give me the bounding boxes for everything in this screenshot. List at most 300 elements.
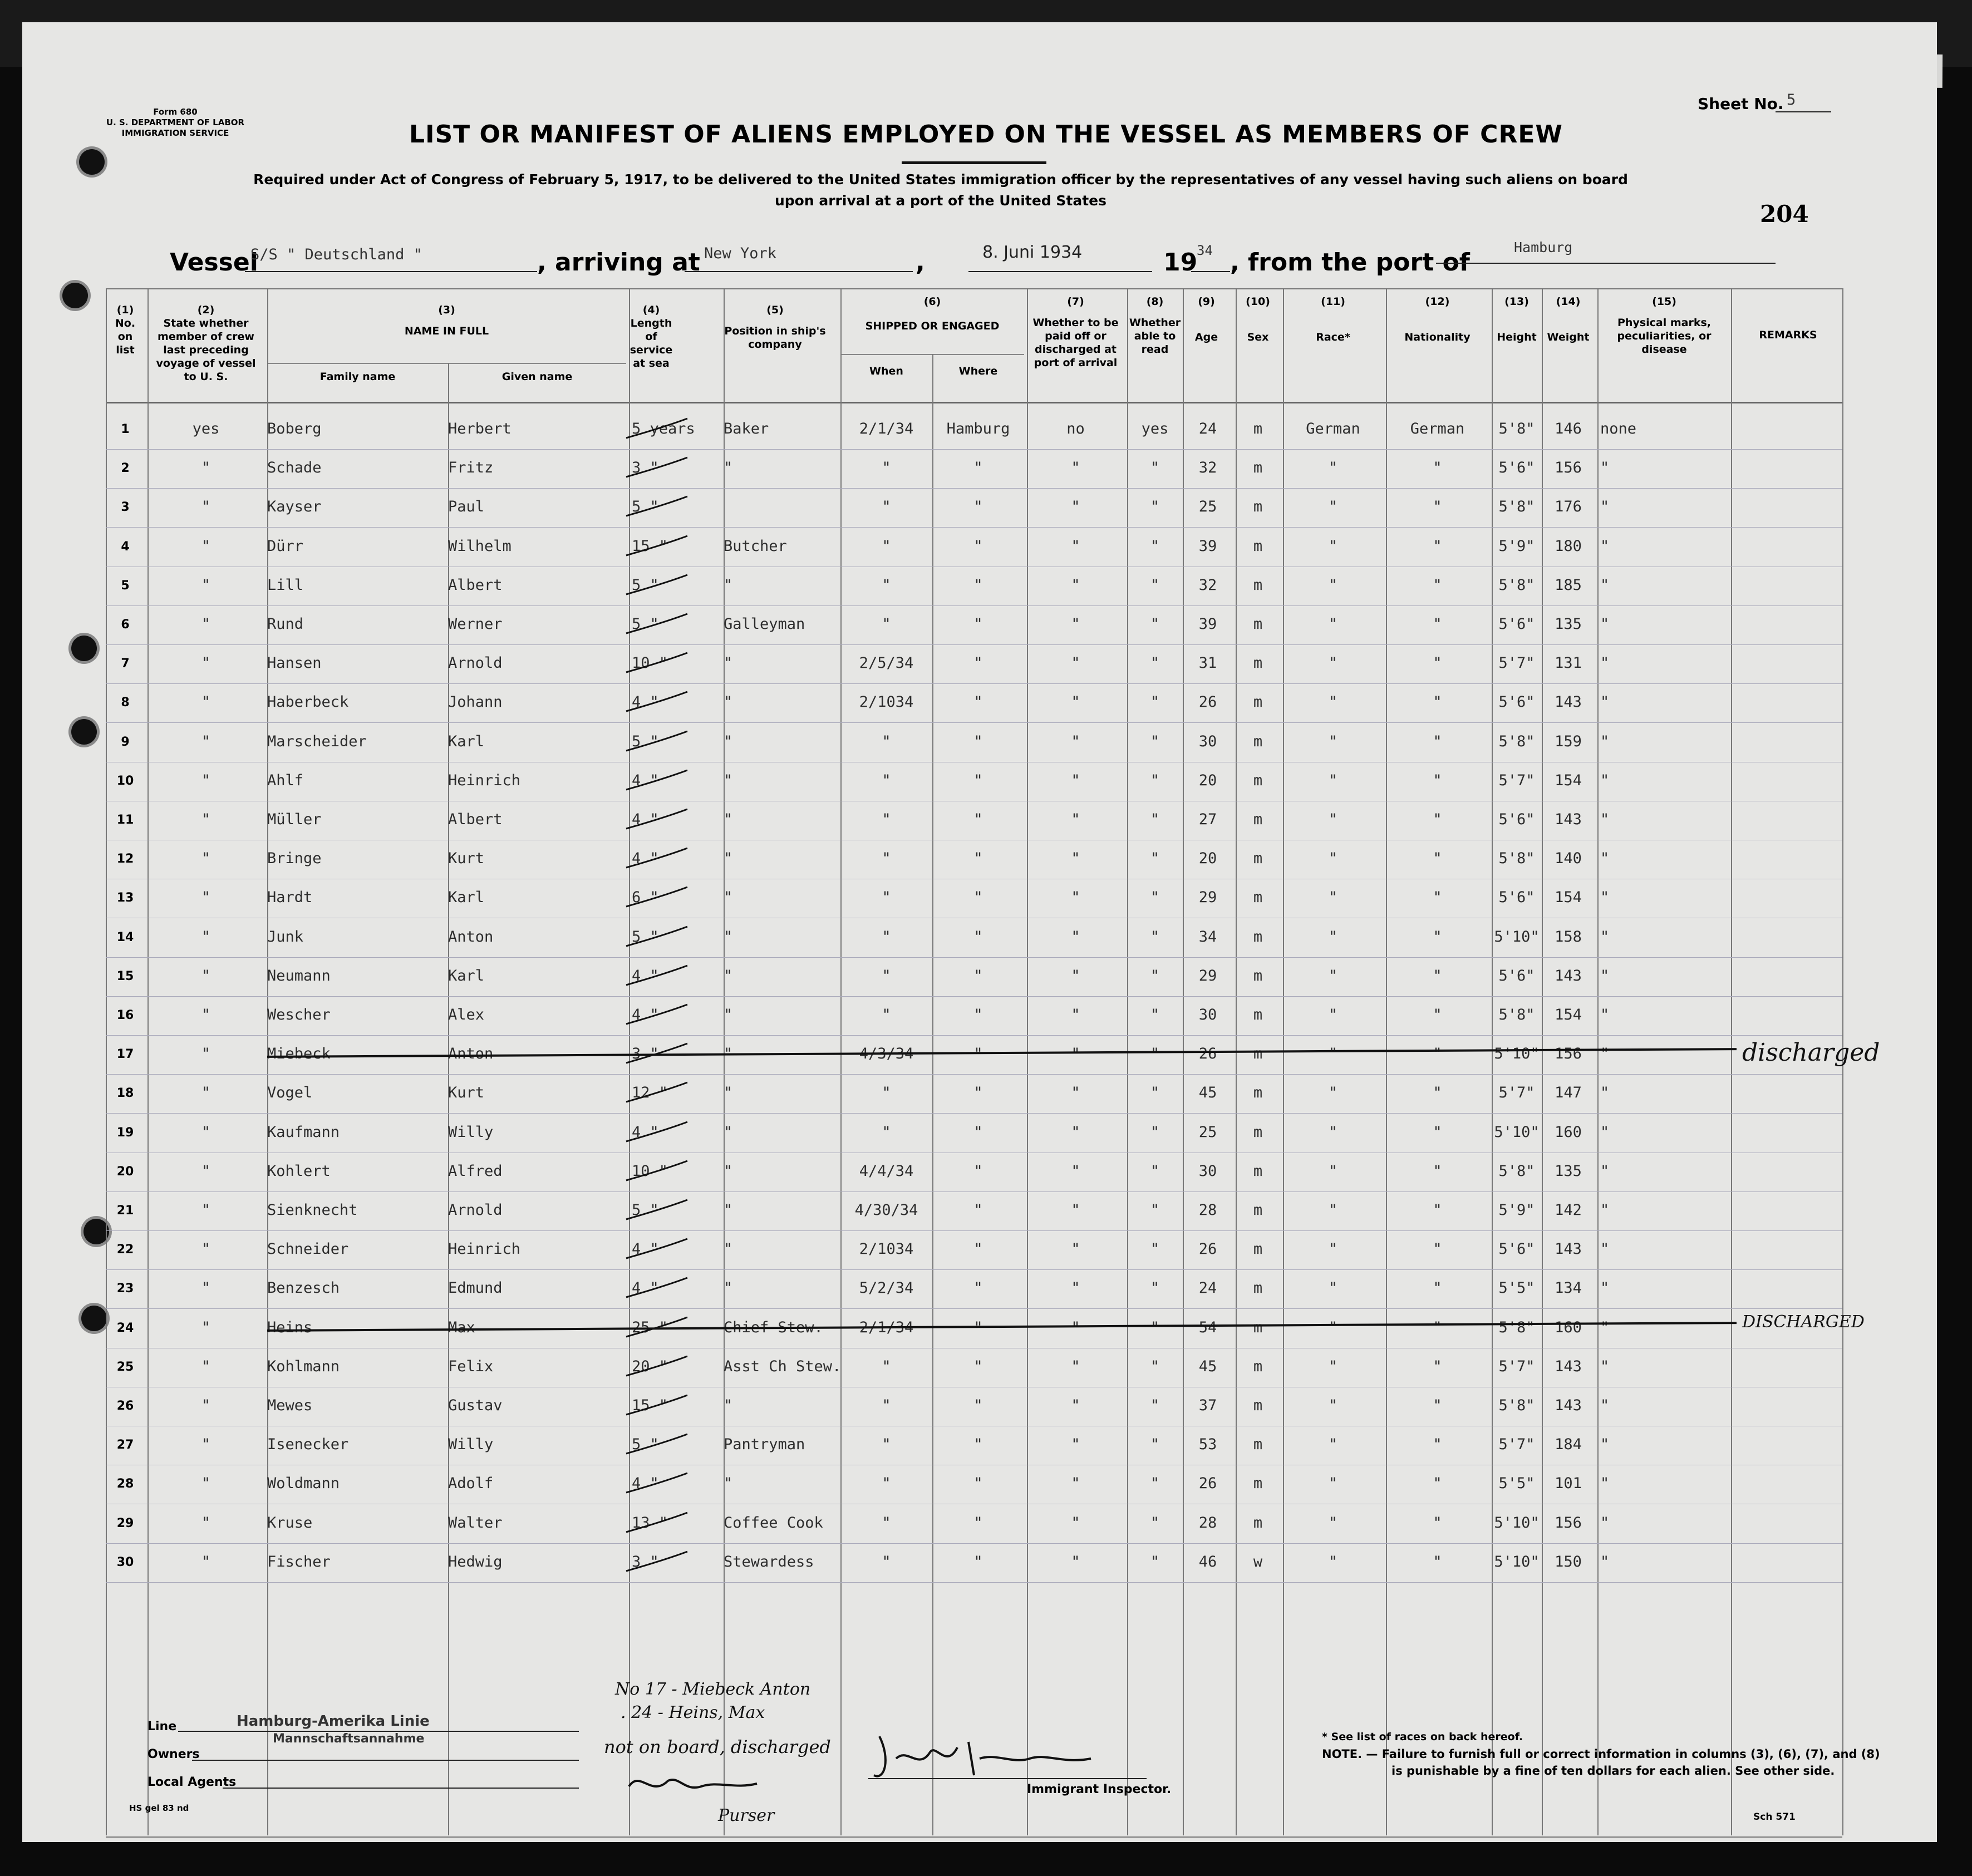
punch-hole [62,283,88,308]
cell-prev: " [201,1397,211,1414]
cell-family: Boberg [267,420,322,437]
cell-prev: " [201,772,211,789]
handwritten-note-2: . 24 - Heins, Max [621,1703,765,1722]
cell-family: Ahlf [267,772,304,789]
cell-where: " [973,459,983,476]
tick-mark [623,1275,690,1303]
col14-header [1542,295,1595,344]
cell-prev: " [201,538,211,555]
cell-race: " [1328,1553,1338,1570]
cell-when: 4/30/34 [854,1202,918,1219]
col3-number: (3) [438,304,455,316]
cell-height: 5'8" [1498,498,1535,515]
cell-weight: 140 [1555,850,1582,867]
handwritten-note-1: No 17 - Miebeck Anton [615,1680,811,1699]
cell-weight: 176 [1555,498,1582,515]
cell-weight: 142 [1555,1202,1582,1219]
col2-number: (2) [197,304,215,316]
cell-sex: m [1253,1045,1263,1062]
cell-height: 5'8" [1498,577,1535,594]
cell-paid: " [1071,498,1080,515]
cell-given: Heinrich [448,1240,521,1258]
cell-paid: " [1071,850,1080,867]
cell-read: " [1150,1397,1160,1414]
cell-position: " [724,1475,733,1492]
col1-label: No. on list [115,317,136,356]
cell-age: 39 [1198,616,1217,633]
cell-read: " [1150,1553,1160,1570]
cell-given: Anton [448,1045,494,1062]
cell-where: " [973,616,983,633]
cell-paid: " [1071,1124,1080,1141]
cell-read: " [1150,928,1160,946]
col7-header [1027,295,1124,370]
cell-sex: m [1253,1397,1263,1414]
cell-age: 34 [1198,928,1217,946]
cell-read: " [1150,1240,1160,1258]
date-comma: , [916,248,925,277]
col9-number: (9) [1198,296,1215,308]
cell-sex: m [1253,459,1263,476]
tick-mark [623,1080,690,1107]
cell-height: 5'7" [1498,654,1535,672]
cell-position: " [724,693,733,711]
cell-family: Hardt [267,889,313,906]
cell-nat: " [1433,1084,1442,1101]
purser-label: Purser [718,1806,775,1825]
cell-no: 26 [116,1399,134,1413]
cell-given: Willy [448,1436,494,1453]
cell-no: 17 [116,1047,134,1061]
cell-paid: " [1071,1475,1080,1492]
cell-marks: " [1600,654,1610,672]
cell-read: " [1150,577,1160,594]
tick-mark [623,924,690,952]
cell-where: " [973,889,983,906]
row-rule [106,605,1842,606]
cell-age: 26 [1198,1475,1217,1492]
remarks-cell: DISCHARGED [1742,1312,1865,1332]
cell-marks: " [1600,498,1610,515]
tick-mark [623,1353,690,1381]
cell-height: 5'8" [1498,1319,1535,1336]
col6-label: SHIPPED OR ENGAGED [865,320,1000,332]
cell-service: 5 " [632,928,659,946]
cell-position: Pantryman [724,1436,805,1453]
cell-prev: " [201,889,211,906]
cell-no: 21 [116,1204,134,1218]
cell-family: Lill [267,577,304,594]
col11-header [1283,295,1383,344]
cell-service: 10 " [632,654,668,672]
cell-nat: " [1433,1006,1442,1023]
cell-nat: " [1433,1202,1442,1219]
cell-prev: " [201,498,211,515]
cell-when: " [882,1006,891,1023]
cell-where: " [973,928,983,946]
cell-weight: 143 [1555,1358,1582,1375]
col1-number: (1) [116,304,134,316]
cell-family: Haberbeck [267,693,349,711]
cell-read: " [1150,1202,1160,1219]
cell-prev: " [201,811,211,828]
cell-position: Baker [724,420,769,437]
table-header-rule [106,402,1842,403]
cell-race: " [1328,616,1338,633]
tick-mark [623,1470,690,1498]
col6-number: (6) [923,296,941,308]
line-value: Hamburg-Amerika Linie [237,1713,430,1730]
cell-race: " [1328,459,1338,476]
underline [968,271,1152,272]
cell-family: Wescher [267,1006,331,1023]
cell-position: " [724,733,733,750]
cell-position: " [724,1045,733,1062]
cell-race: " [1328,498,1338,515]
cell-height: 5'6" [1498,889,1535,906]
underline [192,1760,579,1761]
cell-paid: " [1071,1240,1080,1258]
underline [1776,111,1831,112]
cell-when: " [882,538,891,555]
cell-read: " [1150,1319,1160,1336]
cell-no: 3 [121,500,130,514]
cell-weight: 180 [1555,538,1582,555]
cell-read: " [1150,693,1160,711]
cell-weight: 101 [1555,1475,1582,1492]
cell-position: Chief Stew. [724,1319,823,1336]
sheet-number-value: 5 [1787,91,1796,109]
cell-position: " [724,772,733,789]
cell-nat: " [1433,1124,1442,1141]
cell-paid: " [1071,577,1080,594]
underline [1436,263,1776,264]
cell-family: Benzesch [267,1279,340,1297]
cell-when: " [882,616,891,633]
cell-when: 2/1/34 [859,420,914,437]
cell-race: " [1328,889,1338,906]
tick-mark [623,1236,690,1264]
cell-read: " [1150,1084,1160,1101]
cell-nat: " [1433,1045,1442,1062]
cell-marks: " [1600,577,1610,594]
cell-nat: " [1433,772,1442,789]
cell-sex: w [1253,1553,1263,1570]
cell-no: 19 [116,1126,134,1140]
cell-age: 29 [1198,889,1217,906]
cell-where: " [973,654,983,672]
cell-read: " [1150,1279,1160,1297]
owners-label: Owners [147,1747,200,1761]
cell-marks: " [1600,1319,1610,1336]
cell-race: " [1328,850,1338,867]
cell-marks: " [1600,1553,1610,1570]
cell-when: 2/1034 [859,693,914,711]
cell-position: " [724,1240,733,1258]
cell-service: 5 " [632,1202,659,1219]
cell-age: 26 [1198,693,1217,711]
col5-label: Position in ship's company [724,325,826,351]
cell-race: " [1328,811,1338,828]
cell-height: 5'8" [1498,1163,1535,1180]
cell-service: 6 " [632,889,659,906]
cell-race: German [1306,420,1360,437]
cell-race: " [1328,1006,1338,1023]
cell-sex: m [1253,1084,1263,1101]
page-number: 204 [1760,200,1809,228]
punch-hole [71,719,97,745]
cell-marks: " [1600,1084,1610,1101]
cell-when: " [882,1397,891,1414]
cell-height: 5'6" [1498,1240,1535,1258]
local-agents-label: Local Agents [147,1775,237,1789]
name-subheader-rule [267,363,626,364]
cell-when: 2/5/34 [859,654,914,672]
cell-height: 5'8" [1498,850,1535,867]
cell-weight: 158 [1555,928,1582,946]
cell-race: " [1328,1436,1338,1453]
cell-where: " [973,1279,983,1297]
cell-given: Albert [448,577,503,594]
cell-no: 8 [121,696,130,710]
cell-prev: " [201,1436,211,1453]
cell-sex: m [1253,1124,1263,1141]
col2-header [150,303,262,383]
col12-header [1386,295,1489,344]
col9-header [1183,295,1230,344]
cell-weight: 156 [1555,1045,1582,1062]
cell-where: " [973,1553,983,1570]
cell-no: 2 [121,461,130,475]
cell-weight: 143 [1555,811,1582,828]
cell-given: Karl [448,889,485,906]
punch-hole [71,636,97,661]
cell-sex: m [1253,538,1263,555]
cell-age: 53 [1198,1436,1217,1453]
cell-nat: " [1433,498,1442,515]
cell-height: 5'8" [1498,1006,1535,1023]
cell-given: Johann [448,693,503,711]
cell-service: 15 " [632,1397,668,1414]
year-value: 34 [1197,243,1213,258]
cell-family: Müller [267,811,322,828]
cell-height: 5'10" [1494,928,1540,946]
line-stamp: Mannschaftsannahme [273,1732,425,1746]
row-rule [106,1113,1842,1114]
cell-read: " [1150,616,1160,633]
cell-prev: " [201,1006,211,1023]
cell-given: Alex [448,1006,485,1023]
col4-header [629,303,673,370]
cell-marks: " [1600,1045,1610,1062]
cell-nat: " [1433,1319,1442,1336]
cell-given: Paul [448,498,485,515]
cell-family: Mewes [267,1397,313,1414]
col6a-header: When [869,365,903,377]
cell-where: " [973,1006,983,1023]
col7-number: (7) [1067,296,1084,308]
tick-mark [623,650,690,678]
cell-given: Heinrich [448,772,521,789]
cell-marks: " [1600,1006,1610,1023]
cell-given: Hedwig [448,1553,503,1570]
cell-marks: " [1600,733,1610,750]
cell-weight: 143 [1555,967,1582,984]
underline [223,1788,579,1789]
cell-nat: " [1433,693,1442,711]
cell-service: 3 " [632,459,659,476]
tick-mark [623,416,690,444]
cell-paid: " [1071,616,1080,633]
cell-family: Dürr [267,538,304,555]
cell-when: " [882,733,891,750]
cell-weight: 134 [1555,1279,1582,1297]
row-rule [106,1582,1842,1583]
cell-given: Felix [448,1358,494,1375]
tick-mark [623,1392,690,1420]
cell-given: Edmund [448,1279,503,1297]
cell-no: 9 [121,735,130,749]
cell-weight: 143 [1555,1397,1582,1414]
cell-service: 4 " [632,850,659,867]
cell-sex: m [1253,1436,1263,1453]
cell-height: 5'7" [1498,1436,1535,1453]
cell-marks: " [1600,616,1610,633]
cell-paid: " [1071,1202,1080,1219]
cell-age: 32 [1198,577,1217,594]
cell-service: 4 " [632,1279,659,1297]
cell-weight: 154 [1555,889,1582,906]
cell-prev: " [201,1202,211,1219]
cell-where: " [973,1397,983,1414]
cell-paid: " [1071,1553,1080,1570]
cell-age: 30 [1198,1006,1217,1023]
cell-service: 5 " [632,577,659,594]
column-line [106,288,107,1835]
cell-read: " [1150,1436,1160,1453]
cell-sex: m [1253,1279,1263,1297]
tick-mark [623,1510,690,1538]
tick-mark [623,1431,690,1459]
row-rule [106,996,1842,997]
cell-race: " [1328,1358,1338,1375]
cell-read: " [1150,733,1160,750]
underline [245,271,537,272]
cell-family: Kaufmann [267,1124,340,1141]
cell-family: Sienknecht [267,1202,358,1219]
cell-service: 3 " [632,1553,659,1570]
col14-number: (14) [1556,296,1581,308]
row-rule [106,1191,1842,1192]
col3a-header: Family name [319,371,396,383]
cell-race: " [1328,1514,1338,1532]
cell-paid: " [1071,811,1080,828]
underline [868,1778,1147,1779]
purser-signature [623,1764,768,1803]
cell-paid: " [1071,538,1080,555]
cell-position: Galleyman [724,616,805,633]
cell-position: " [724,928,733,946]
cell-service: 15 " [632,538,668,555]
cell-age: 28 [1198,1202,1217,1219]
cell-age: 54 [1198,1319,1217,1336]
cell-read: " [1150,1006,1160,1023]
cell-marks: " [1600,1202,1610,1219]
cell-weight: 154 [1555,1006,1582,1023]
cell-nat: " [1433,1397,1442,1414]
tick-mark [623,767,690,795]
cell-sex: m [1253,1358,1263,1375]
col11-number: (11) [1321,296,1345,308]
cell-marks: " [1600,1163,1610,1180]
cell-race: " [1328,1084,1338,1101]
cell-paid: " [1071,733,1080,750]
cell-race: " [1328,577,1338,594]
col8-header [1127,295,1183,356]
cell-no: 22 [116,1243,134,1257]
cell-family: Schade [267,459,322,476]
cell-prev: " [201,850,211,867]
cell-family: Isenecker [267,1436,349,1453]
service-name: IMMIGRATION SERVICE [121,128,229,138]
cell-prev: " [201,459,211,476]
remarks-header: REMARKS [1759,329,1817,341]
cell-when: 2/1034 [859,1240,914,1258]
cell-marks: " [1600,459,1610,476]
cell-paid: " [1071,1163,1080,1180]
cell-family: Kohlert [267,1163,331,1180]
cell-position: " [724,967,733,984]
cell-family: Bringe [267,850,322,867]
cell-no: 29 [116,1516,134,1530]
cell-given: Willy [448,1124,494,1141]
col5-number: (5) [766,304,784,316]
cell-marks: " [1600,1279,1610,1297]
tick-mark [623,1158,690,1186]
cell-paid: " [1071,693,1080,711]
cell-nat: " [1433,577,1442,594]
cell-no: 12 [116,852,134,866]
cell-service: 13 " [632,1514,668,1532]
cell-nat: " [1433,1553,1442,1570]
cell-race: " [1328,1240,1338,1258]
vessel-label: Vessel [170,248,258,277]
cell-prev: " [201,654,211,672]
required-line-1: Required under Act of Congress of February 5, 1917, to be delivered to the United States immigration officer by the representatives of any vessel having such aliens on board [253,171,1628,188]
cell-prev: " [201,1514,211,1532]
col7-label: Whether to be paid off or discharged at port of arrival [1032,317,1119,369]
cell-sex: m [1253,1006,1263,1023]
cell-prev: " [201,967,211,984]
cell-race: " [1328,733,1338,750]
cell-position: " [724,1202,733,1219]
cell-read: " [1150,967,1160,984]
cell-age: 24 [1198,1279,1217,1297]
cell-service: 4 " [632,693,659,711]
cell-when: " [882,1553,891,1570]
cell-age: 30 [1198,1163,1217,1180]
cell-nat: " [1433,1240,1442,1258]
cell-race: " [1328,1045,1338,1062]
cell-weight: 143 [1555,693,1582,711]
vessel-value: S/S " Deutschland " [250,246,422,263]
cell-sex: m [1253,420,1263,437]
cell-given: Walter [448,1514,503,1532]
cell-sex: m [1253,967,1263,984]
cell-height: 5'6" [1498,967,1535,984]
cell-sex: m [1253,811,1263,828]
cell-weight: 131 [1555,654,1582,672]
